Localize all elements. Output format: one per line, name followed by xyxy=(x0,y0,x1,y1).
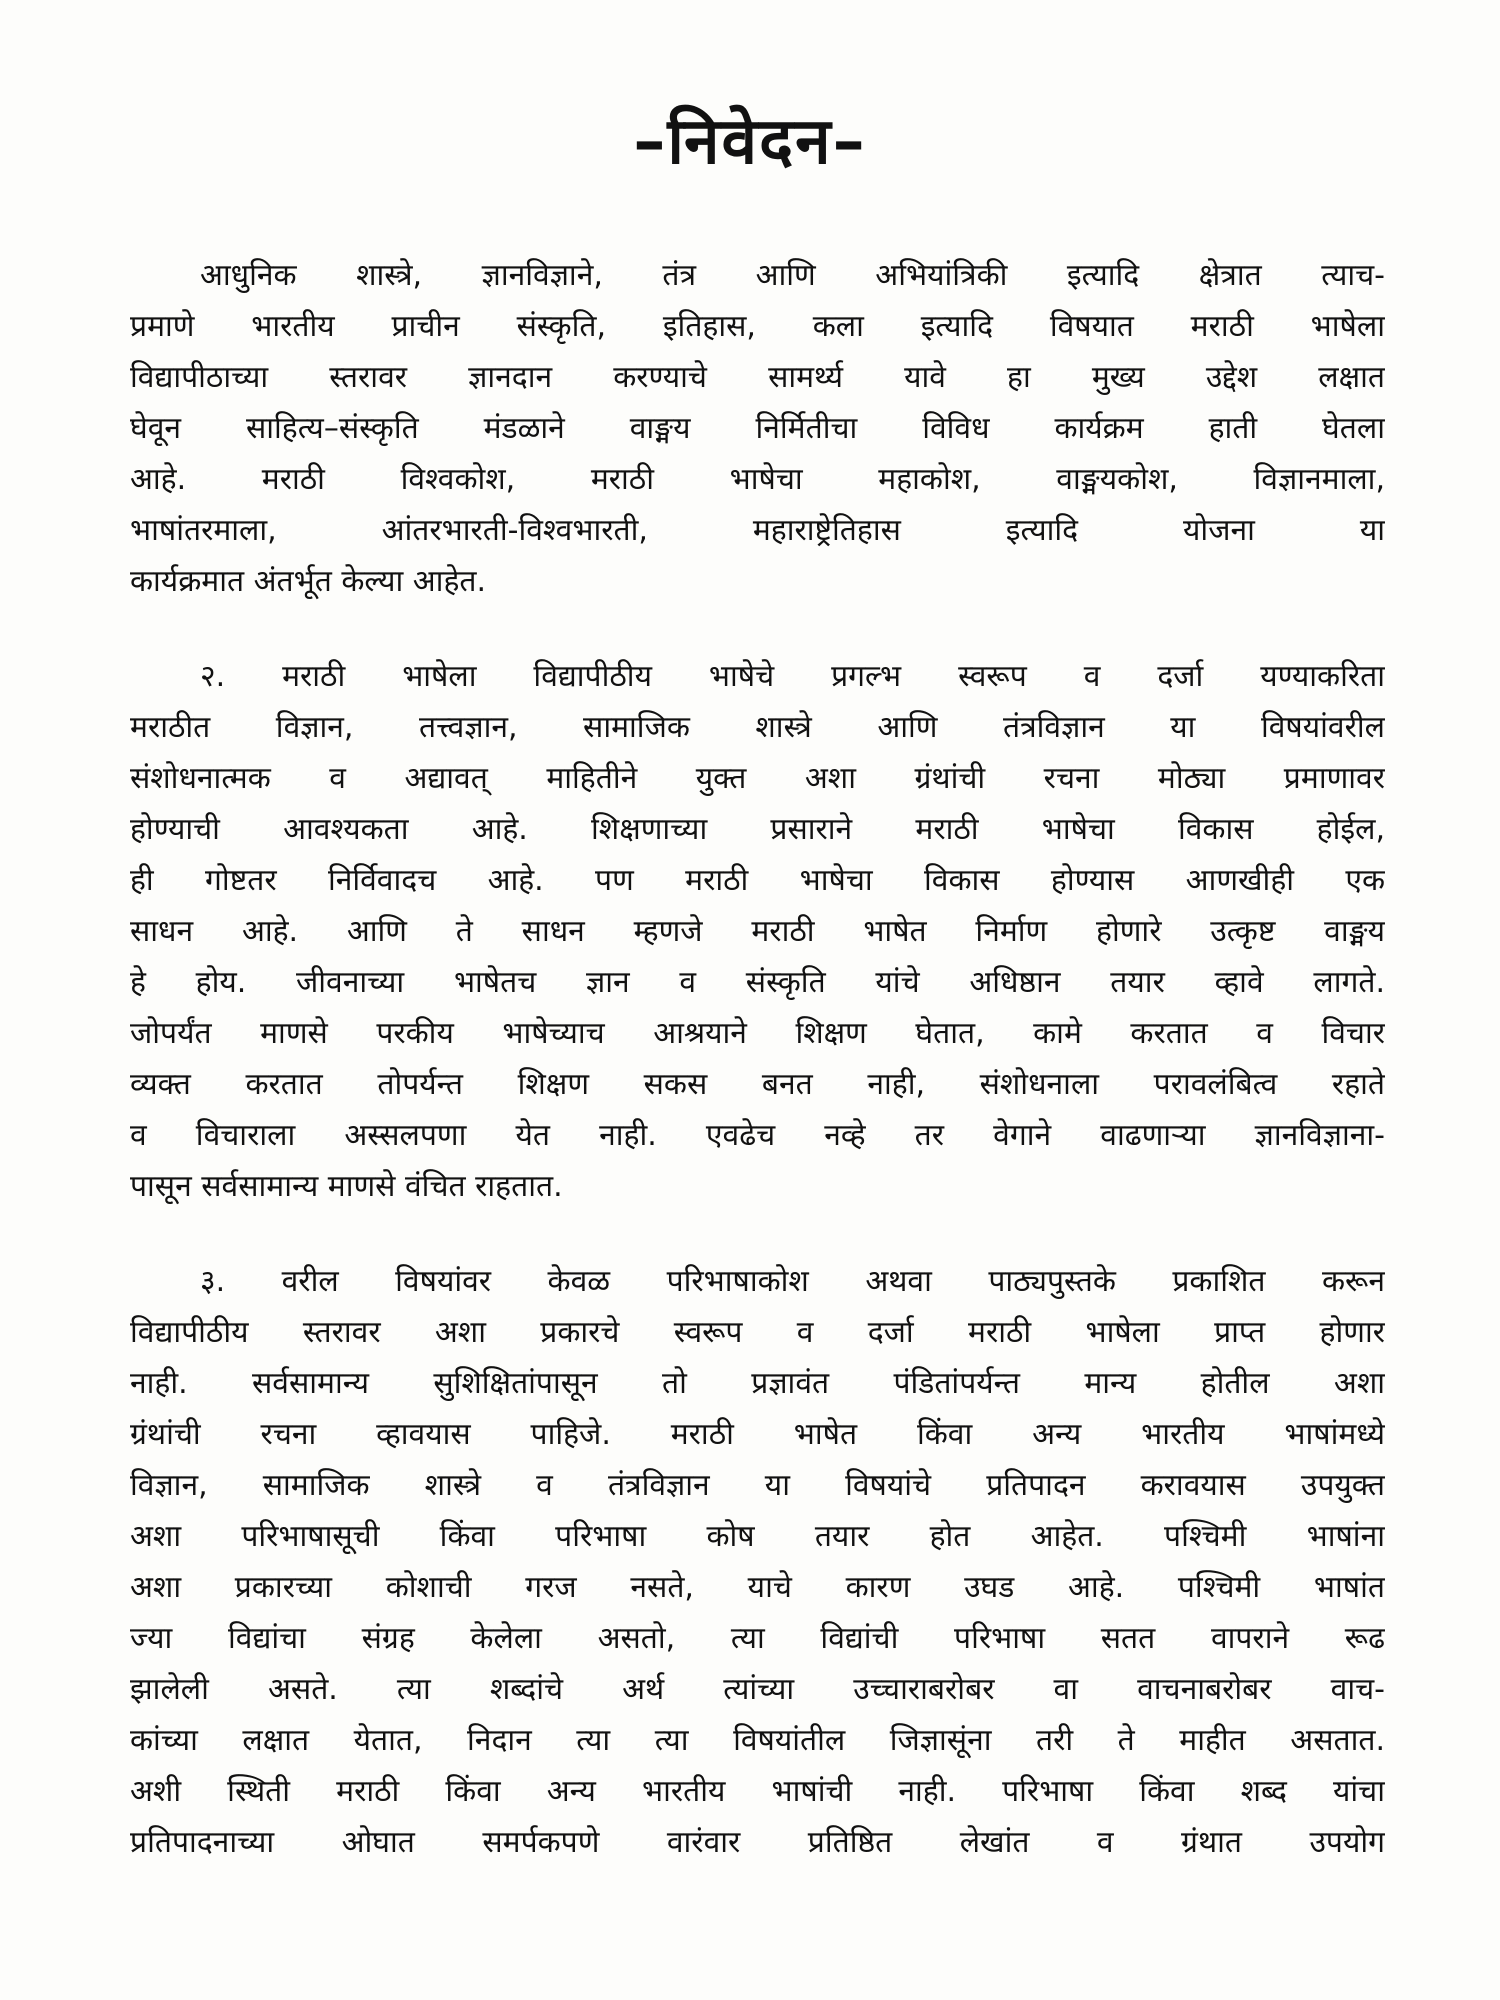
text-line: नाही. सर्वसामान्य सुशिक्षितांपासून तो प्रज्ञावंत पंडितांपर्यन्त मान्य होतील अशा xyxy=(130,1366,1385,1401)
text-line: संशोधनात्मक व अद्यावत् माहितीने युक्त अशा ग्रंथांची रचना मोठ्या प्रमाणावर xyxy=(130,761,1385,796)
text-line: झालेली असते. त्या शब्दांचे अर्थ त्यांच्या उच्चाराबरोबर वा वाचनाबरोबर वाच- xyxy=(130,1672,1385,1707)
text-line: २. मराठी भाषेला विद्यापीठीय भाषेचे प्रगल्भ स्वरूप व दर्जा यण्याकरिता xyxy=(200,659,1385,694)
paragraph-1 xyxy=(130,250,1385,607)
text-line: घेवून साहित्य–संस्कृति मंडळाने वाङ्मय निर्मितीचा विविध कार्यक्रम हाती घेतला xyxy=(130,411,1385,446)
text-line: जोपर्यंत माणसे परकीय भाषेच्याच आश्रयाने शिक्षण घेतात, कामे करतात व विचार xyxy=(130,1016,1385,1051)
text-line: ग्रंथांची रचना व्हावयास पाहिजे. मराठी भाषेत किंवा अन्य भारतीय भाषांमध्ये xyxy=(130,1417,1385,1452)
text-line: अशी स्थिती मराठी किंवा अन्य भारतीय भाषांची नाही. परिभाषा किंवा शब्द यांचा xyxy=(130,1774,1385,1809)
text-line: अशा प्रकारच्या कोशाची गरज नसते, याचे कारण उघड आहे. पश्चिमी भाषांत xyxy=(130,1570,1385,1605)
paragraph-3 xyxy=(130,1256,1385,1868)
text-line: ही गोष्टतर निर्विवादच आहे. पण मराठी भाषेचा विकास होण्यास आणखीही एक xyxy=(130,863,1385,898)
page-title: –निवेदन– xyxy=(633,105,867,179)
text-line: हे होय. जीवनाच्या भाषेतच ज्ञान व संस्कृति यांचे अधिष्ठान तयार व्हावे लागते. xyxy=(130,965,1385,1000)
text-line: ३. वरील विषयांवर केवळ परिभाषाकोश अथवा पाठ्यपुस्तके प्रकाशित करून xyxy=(200,1264,1385,1299)
text-line: भाषांतरमाला, आंतरभारती-विश्वभारती, महाराष्ट्रेतिहास इत्यादि योजना या xyxy=(130,513,1385,548)
text-line: ज्या विद्यांचा संग्रह केलेला असतो, त्या विद्यांची परिभाषा सतत वापराने रूढ xyxy=(130,1621,1385,1656)
document-body xyxy=(130,250,1385,1912)
text-line: व विचाराला अस्सलपणा येत नाही. एवढेच नव्हे तर वेगाने वाढणाऱ्या ज्ञानविज्ञाना- xyxy=(130,1118,1385,1153)
text-line: मराठीत विज्ञान, तत्त्वज्ञान, सामाजिक शास्त्रे आणि तंत्रविज्ञान या विषयांवरील xyxy=(130,710,1385,745)
text-line: साधन आहे. आणि ते साधन म्हणजे मराठी भाषेत निर्माण होणारे उत्कृष्ट वाङ्मय xyxy=(130,914,1385,949)
text-line: विज्ञान, सामाजिक शास्त्रे व तंत्रविज्ञान या विषयांचे प्रतिपादन करावयास उपयुक्त xyxy=(130,1468,1385,1503)
text-line: विद्यापीठाच्या स्तरावर ज्ञानदान करण्याचे सामर्थ्य यावे हा मुख्य उद्देश लक्षात xyxy=(130,360,1385,395)
paragraph-2 xyxy=(130,651,1385,1212)
text-line: व्यक्त करतात तोपर्यन्त शिक्षण सकस बनत नाही, संशोधनाला परावलंबित्व रहाते xyxy=(130,1067,1385,1102)
text-line: कांच्या लक्षात येतात, निदान त्या त्या विषयांतील जिज्ञासूंना तरी ते माहीत असतात. xyxy=(130,1723,1385,1758)
text-line: प्रमाणे भारतीय प्राचीन संस्कृति, इतिहास, कला इत्यादि विषयात मराठी भाषेला xyxy=(130,309,1385,344)
text-line: होण्याची आवश्यकता आहे. शिक्षणाच्या प्रसाराने मराठी भाषेचा विकास होईल, xyxy=(130,812,1385,847)
text-line: कार्यक्रमात अंतर्भूत केल्या आहेत. xyxy=(130,564,487,599)
text-line: प्रतिपादनाच्या ओघात समर्पकपणे वारंवार प्रतिष्ठित लेखांत व ग्रंथात उपयोग xyxy=(130,1825,1385,1860)
text-line: विद्यापीठीय स्तरावर अशा प्रकारचे स्वरूप व दर्जा मराठी भाषेला प्राप्त होणार xyxy=(130,1315,1385,1350)
text-line: आहे. मराठी विश्वकोश, मराठी भाषेचा महाकोश, वाङ्मयकोश, विज्ञानमाला, xyxy=(130,462,1385,497)
text-line: पासून सर्वसामान्य माणसे वंचित राहतात. xyxy=(130,1169,563,1204)
text-line: आधुनिक शास्त्रे, ज्ञानविज्ञाने, तंत्र आणि अभियांत्रिकी इत्यादि क्षेत्रात त्याच- xyxy=(200,258,1385,293)
text-line: अशा परिभाषासूची किंवा परिभाषा कोष तयार होत आहेत. पश्चिमी भाषांना xyxy=(130,1519,1385,1554)
